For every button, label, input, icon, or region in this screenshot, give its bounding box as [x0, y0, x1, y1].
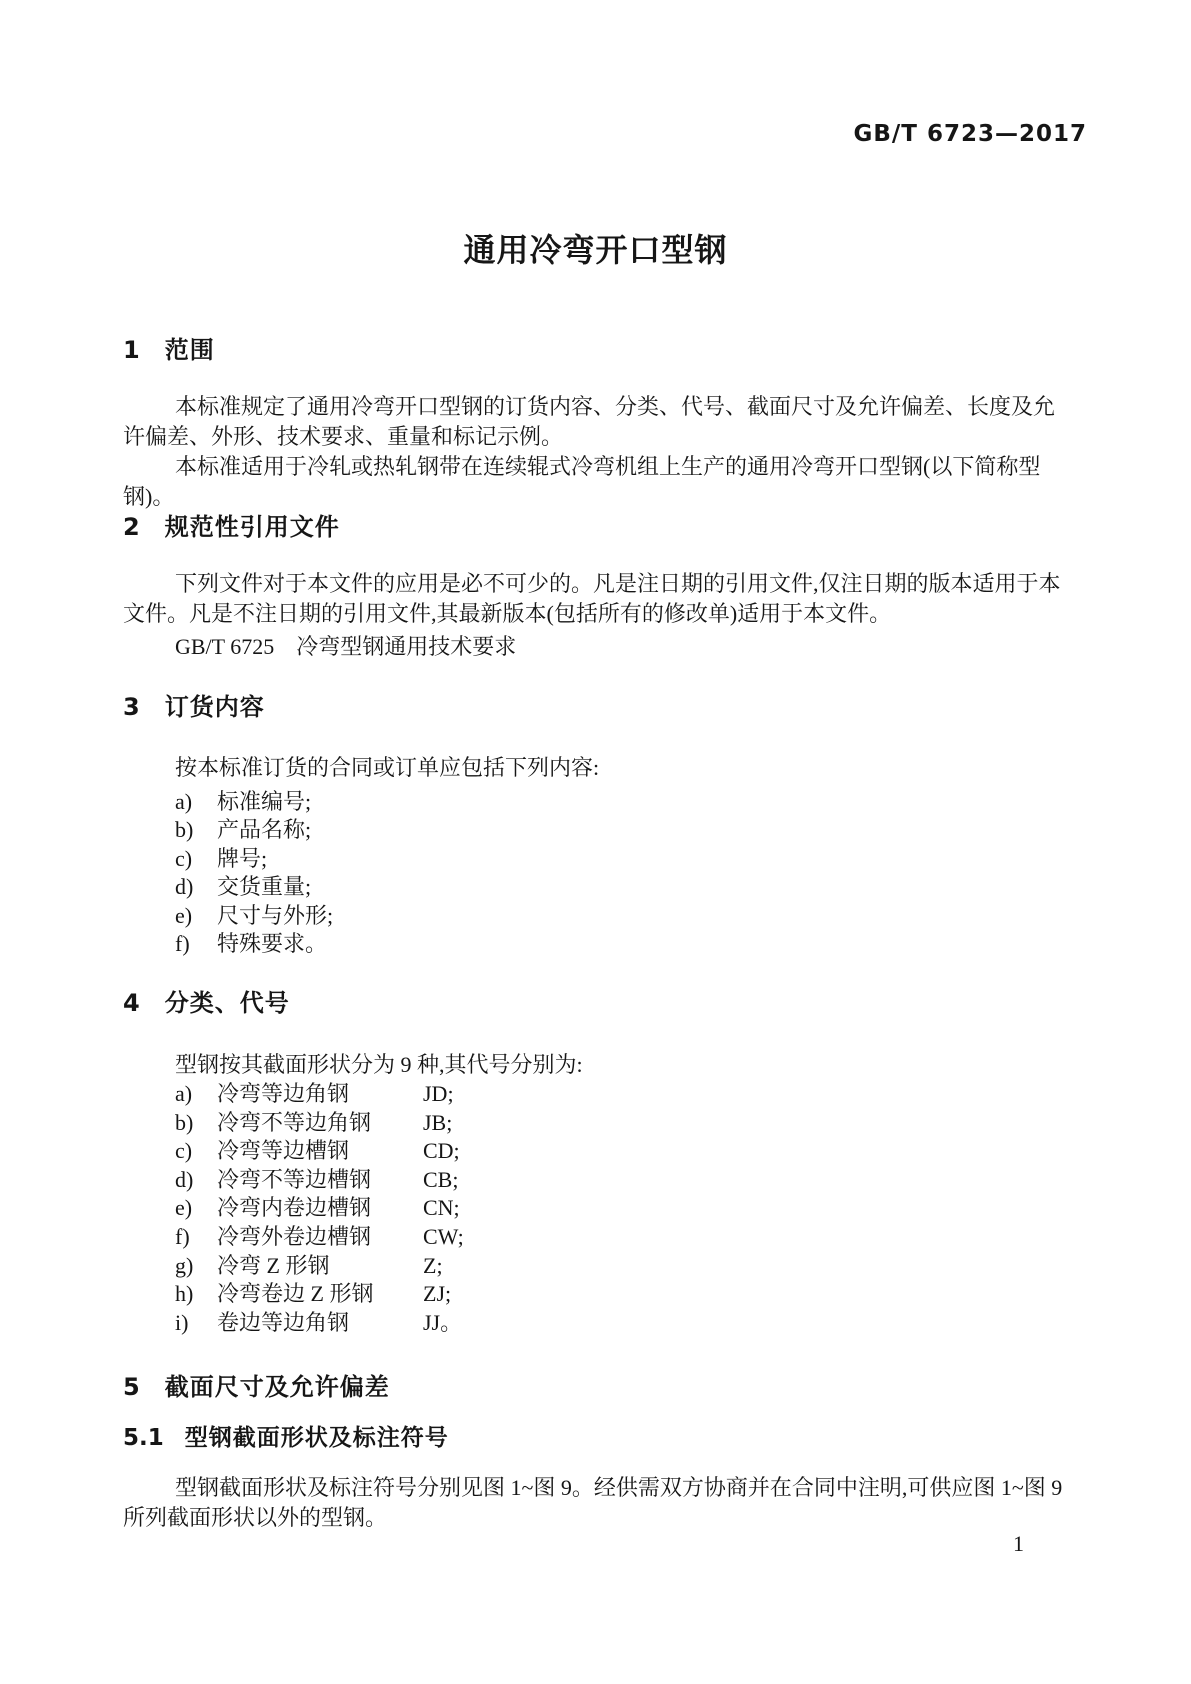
list-item	[175, 1309, 1068, 1338]
list-item	[175, 1109, 1068, 1138]
item-marker: b)	[175, 817, 194, 843]
section-5-body	[123, 1473, 1068, 1533]
section-1-heading	[123, 336, 215, 364]
item-text: 交货重量;	[217, 874, 312, 900]
document-title: 通用冷弯开口型钢	[463, 231, 728, 269]
section-5-1-heading	[123, 1424, 449, 1452]
item-text: 冷弯外卷边槽钢	[217, 1223, 372, 1249]
section-1-body	[123, 392, 1068, 512]
item-code: CB;	[423, 1166, 459, 1192]
section-5-heading	[123, 1373, 390, 1401]
normative-reference: GB/T 6725 冷弯型钢通用技术要求	[175, 634, 517, 659]
section-1-number: 1	[123, 336, 140, 364]
item-code: JD;	[423, 1081, 454, 1106]
section-4-intro-block	[123, 1050, 1068, 1080]
section-4-number: 4	[123, 989, 140, 1017]
section-3-title: 订货内容	[164, 693, 265, 721]
section-1-paragraph-1: 本标准规定了通用冷弯开口型钢的订货内容、分类、代号、截面尺寸及允许偏差、长度及允许偏差、外形、技术要求、重量和标记示例。	[123, 394, 1056, 449]
list-item	[175, 845, 1068, 873]
item-text: 冷弯 Z 形钢	[217, 1252, 330, 1278]
item-code: JB;	[423, 1109, 453, 1135]
item-code: CN;	[423, 1195, 460, 1221]
item-text: 特殊要求。	[217, 931, 328, 957]
section-5-number: 5	[123, 1373, 140, 1401]
item-marker: a)	[175, 1081, 193, 1106]
list-item	[175, 1280, 1068, 1309]
list-item	[175, 788, 1068, 816]
item-text: 冷弯不等边槽钢	[217, 1166, 372, 1192]
item-marker: b)	[175, 1109, 194, 1135]
section-3-list	[123, 788, 1068, 958]
item-marker: c)	[175, 845, 193, 871]
section-2-body	[123, 569, 1068, 662]
section-4-list	[123, 1080, 1068, 1337]
list-item	[175, 1166, 1068, 1195]
item-marker: a)	[175, 789, 193, 814]
section-5-1-title: 型钢截面形状及标注符号	[184, 1425, 449, 1451]
list-item	[175, 1223, 1068, 1252]
list-item	[175, 1137, 1068, 1166]
item-marker: c)	[175, 1138, 193, 1164]
item-text: 冷弯卷边 Z 形钢	[217, 1281, 374, 1307]
list-item	[175, 1080, 1068, 1109]
item-code: CD;	[423, 1138, 460, 1164]
item-code: Z;	[423, 1252, 443, 1278]
item-text: 卷边等边角钢	[217, 1309, 350, 1335]
section-4-intro: 型钢按其截面形状分为 9 种,其代号分别为:	[175, 1052, 583, 1077]
item-marker: d)	[175, 1166, 194, 1192]
section-1-title: 范围	[164, 336, 215, 364]
section-3-heading	[123, 693, 265, 721]
list-item	[175, 1252, 1068, 1281]
item-marker: g)	[175, 1252, 194, 1278]
section-5-1-number: 5.1	[123, 1425, 164, 1451]
item-code: ZJ;	[423, 1281, 452, 1307]
section-3-number: 3	[123, 693, 140, 721]
item-marker: i)	[175, 1309, 189, 1335]
section-2-title: 规范性引用文件	[164, 513, 340, 541]
item-marker: f)	[175, 931, 190, 957]
item-text: 冷弯不等边角钢	[217, 1109, 372, 1135]
item-text: 产品名称;	[217, 817, 312, 843]
section-2-heading	[123, 513, 340, 541]
list-item	[175, 816, 1068, 844]
item-code: JJ。	[423, 1309, 463, 1335]
item-text: 冷弯等边槽钢	[217, 1138, 350, 1164]
section-4-title: 分类、代号	[164, 989, 290, 1017]
section-4-heading	[123, 989, 290, 1017]
item-marker: h)	[175, 1281, 194, 1307]
section-3-intro-block	[123, 753, 1068, 783]
list-item	[175, 930, 1068, 958]
item-text: 冷弯内卷边槽钢	[217, 1195, 372, 1221]
item-marker: f)	[175, 1223, 190, 1249]
item-marker: e)	[175, 1195, 193, 1221]
standard-number: GB/T 6723—2017	[853, 121, 1087, 147]
section-1-paragraph-2: 本标准适用于冷轧或热轧钢带在连续辊式冷弯机组上生产的通用冷弯开口型钢(以下简称型钢)。	[123, 454, 1041, 509]
section-5-title: 截面尺寸及允许偏差	[164, 1373, 390, 1401]
section-5-paragraph-1: 型钢截面形状及标注符号分别见图 1~图 9。经供需双方协商并在合同中注明,可供应图 1~图 9 所列截面形状以外的型钢。	[123, 1475, 1063, 1530]
list-item	[175, 873, 1068, 901]
item-text: 牌号;	[217, 845, 268, 871]
section-2-number: 2	[123, 513, 140, 541]
item-marker: e)	[175, 902, 193, 928]
item-text: 尺寸与外形;	[217, 902, 334, 928]
item-marker: d)	[175, 874, 194, 900]
section-2-paragraph-1: 下列文件对于本文件的应用是必不可少的。凡是注日期的引用文件,仅注日期的版本适用于本文件。凡是不注日期的引用文件,其最新版本(包括所有的修改单)适用于本文件。	[123, 571, 1061, 626]
item-text: 冷弯等边角钢	[217, 1081, 350, 1106]
page-number: 1	[1013, 1531, 1024, 1556]
section-3-intro: 按本标准订货的合同或订单应包括下列内容:	[175, 755, 600, 780]
item-text: 标准编号;	[217, 789, 312, 814]
list-item	[175, 1194, 1068, 1223]
list-item	[175, 902, 1068, 930]
item-code: CW;	[423, 1223, 464, 1249]
